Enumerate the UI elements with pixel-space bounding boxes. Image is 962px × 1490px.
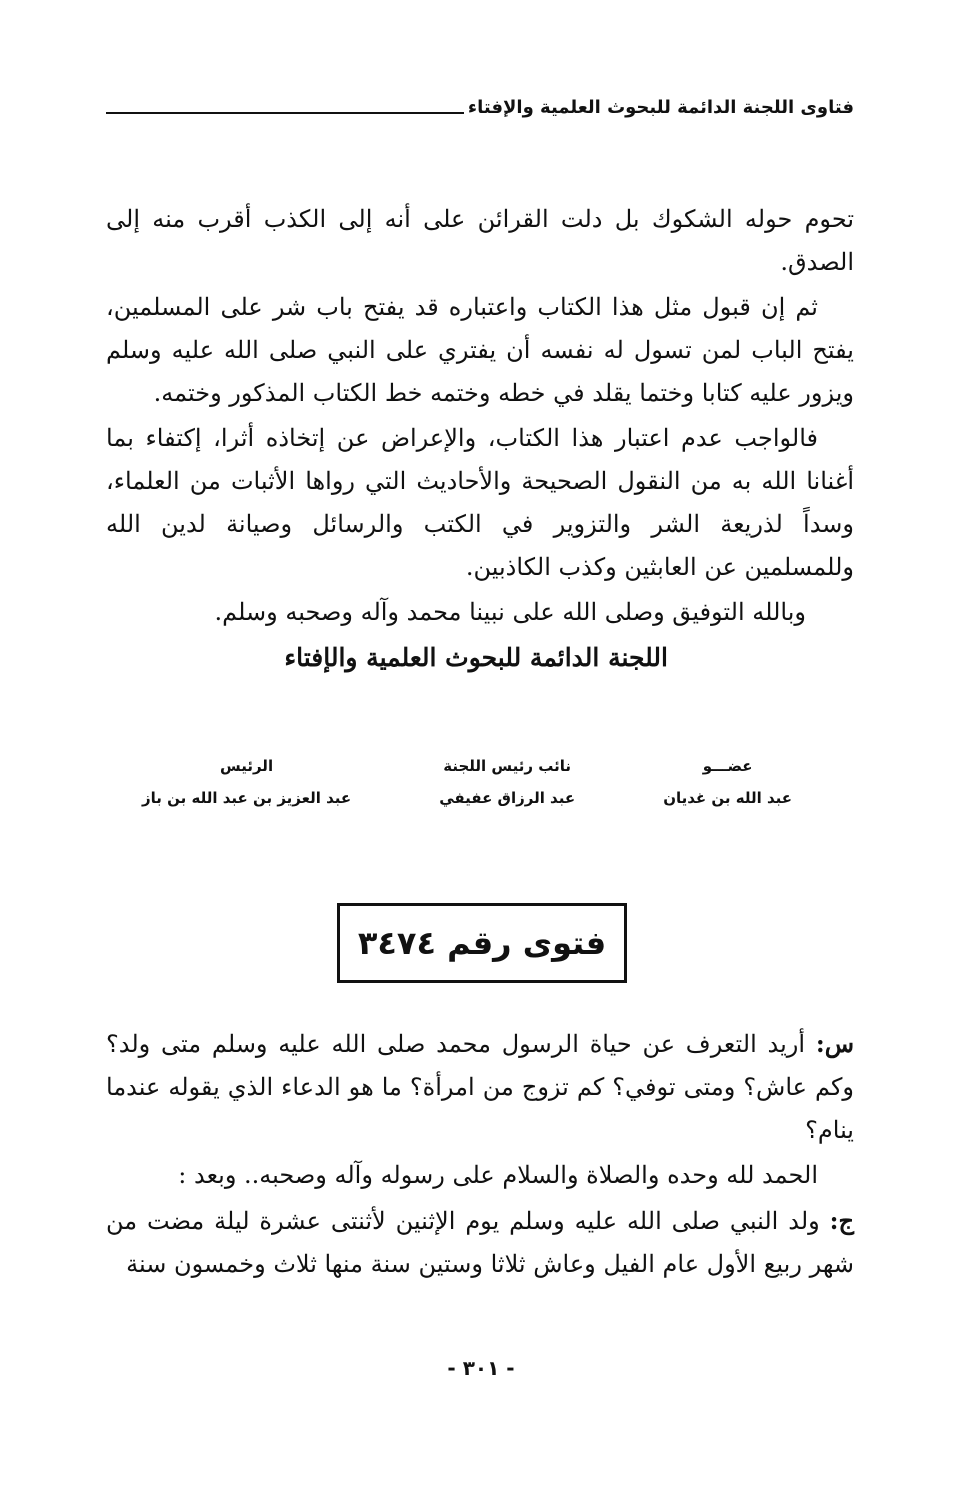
signature-name: عبد العزيز بن عبد الله بن باز	[142, 789, 352, 807]
question-text: أريد التعرف عن حياة الرسول محمد صلى الله عليه وسلم متى ولد؟ وكم عاش؟ ومتى توفي؟ كم تزوج من امرأة؟ ما هو الدعاء الذي يقوله عندما ينام؟	[106, 1030, 854, 1144]
answer-label: ج:	[829, 1206, 854, 1235]
signature-role: الرئيس	[220, 757, 274, 775]
fatwa-title-box	[337, 903, 627, 983]
committee-name: اللجنة الدائمة للبحوث العلمية والإفتاء	[284, 643, 668, 672]
paragraph: تحوم حوله الشكوك بل دلت القرائن على أنه إلى الكذب أقرب منه إلى الصدق.	[106, 205, 854, 276]
closing-line: وبالله التوفيق وصلى الله على نبينا محمد وآله وصحبه وسلم.	[214, 598, 806, 626]
signature-name: عبد الرزاق عفيفي	[439, 789, 576, 807]
signature-president	[142, 750, 351, 814]
previous-fatwa-text	[106, 198, 854, 681]
signature-role: عضـــو	[702, 757, 753, 775]
page-number: - ٣٠١ -	[447, 1356, 515, 1380]
paragraph: ثم إن قبول مثل هذا الكتاب واعتباره قد يفتح باب شر على المسلمين، يفتح الباب لمن تسول له نفسه أن يفتري على النبي صلى الله عليه وسلم ويزور عليه كتابا وختما يقلد في خطه وختمه خط الكتاب المذكور وختمه.	[106, 293, 854, 407]
question-label: س:	[815, 1029, 854, 1058]
signature-member	[663, 750, 792, 814]
signature-block	[142, 750, 792, 814]
paragraph: فالواجب عدم اعتبار هذا الكتاب، والإعراض عن إتخاذه أثرا، إكتفاء بما أغنانا الله به من النقول الصحيحة والأحاديث التي رواها الأثبات من العلماء، وسداً لذريعة الشر والتزوير في الكتب والرسائل وصيانة لدين الله وللمسلمين عن العابثين وكذب الكاذبين.	[106, 424, 854, 581]
answer-paragraph	[106, 1199, 854, 1286]
question-paragraph	[106, 1022, 854, 1152]
signature-vice-president	[439, 750, 575, 814]
fatwa-title: فتوى رقم ٣٤٧٤	[357, 924, 607, 962]
signature-role: نائب رئيس اللجنة	[443, 757, 572, 775]
running-header	[106, 92, 854, 120]
praise-line: الحمد لله وحده والصلاة والسلام على رسوله وآله وصحبه.. وبعد :	[178, 1161, 818, 1189]
header-title: فتاوى اللجنة الدائمة للبحوث العلمية والإفتاء	[467, 97, 854, 118]
answer-text: ولد النبي صلى الله عليه وسلم يوم الإثنين لأثنتى عشرة ليلة مضت من شهر ربيع الأول عام الفيل وعاش ثلاثا وستين سنة منها ثلاث وخمسون سنة	[106, 1207, 854, 1278]
header-rule	[106, 112, 464, 114]
fatwa-text	[106, 1022, 854, 1288]
signature-name: عبد الله بن غديان	[663, 789, 792, 807]
